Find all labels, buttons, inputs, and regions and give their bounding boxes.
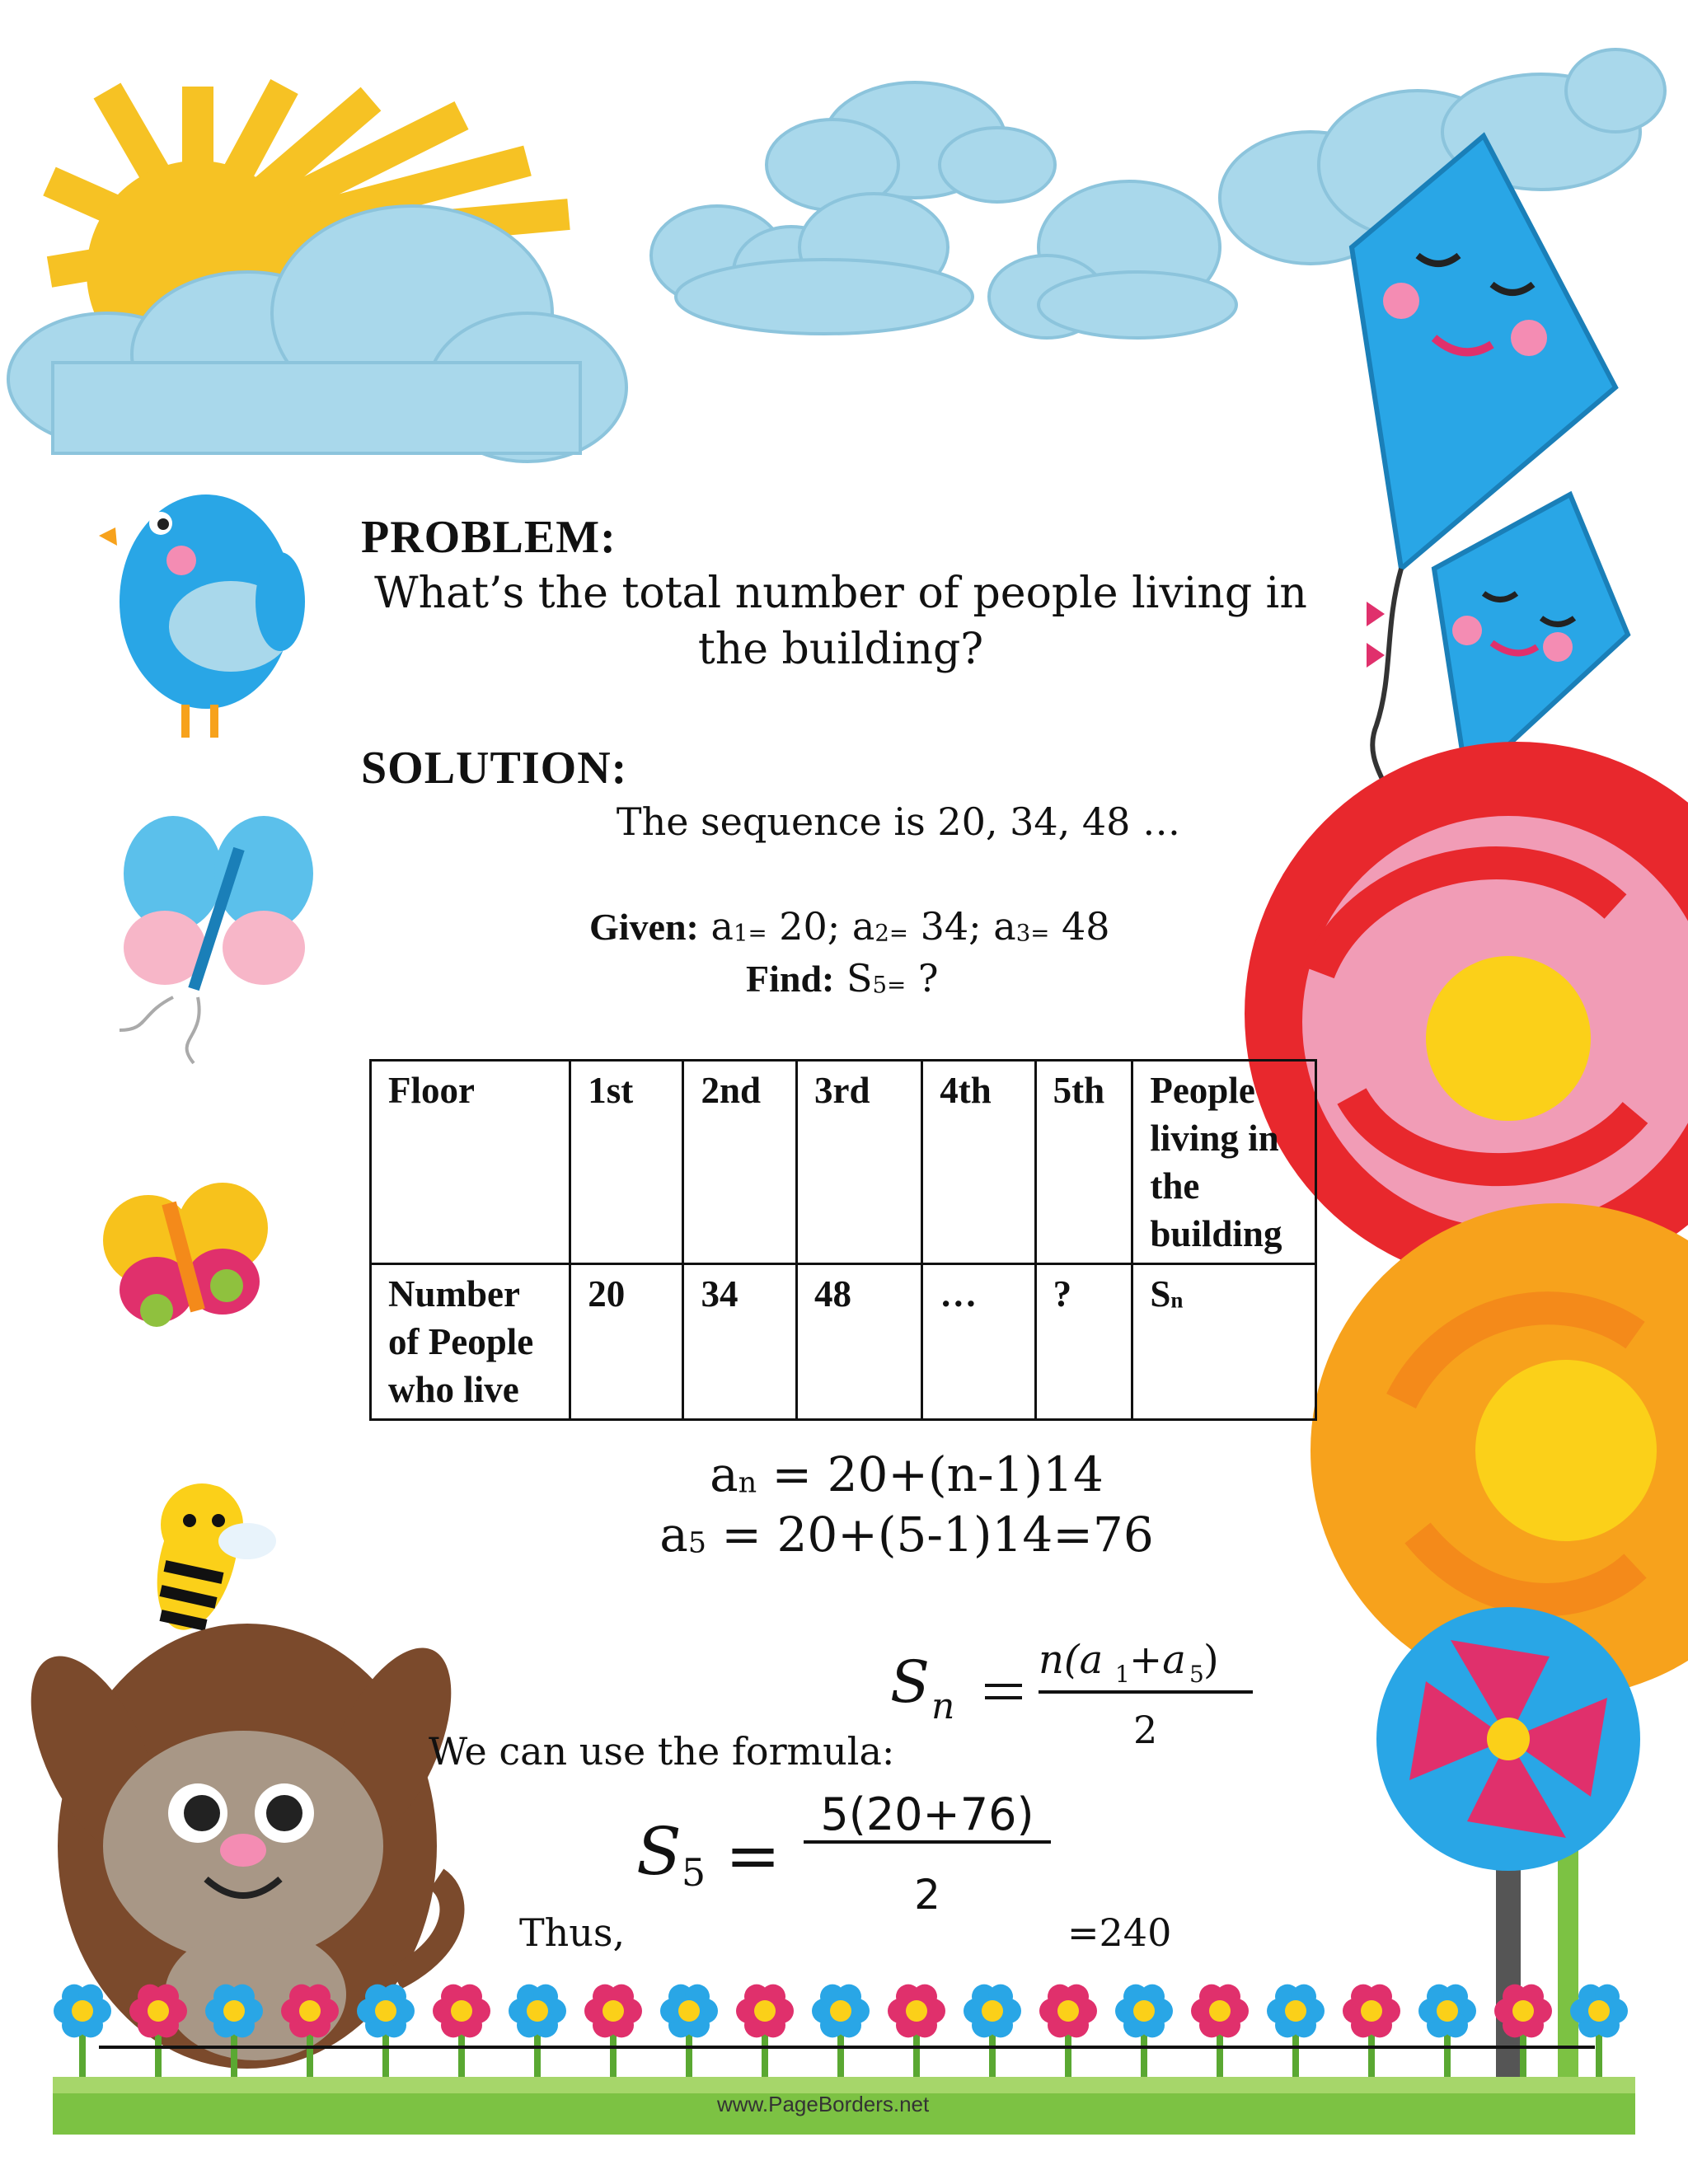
bee-icon — [143, 1476, 276, 1638]
result-value: =240 — [1067, 1910, 1172, 1955]
flower-icon — [1570, 1985, 1628, 2085]
problem-question-line2: the building? — [697, 625, 984, 674]
table-row — [371, 1061, 1316, 1264]
flower-icon — [1191, 1985, 1249, 2085]
svg-text:2: 2 — [1133, 1708, 1158, 1752]
table-cell: People living in the building — [1132, 1061, 1316, 1264]
flower-icon — [812, 1985, 870, 2085]
s5-denominator: 2 — [914, 1871, 940, 1919]
footer-url: www.PageBorders.net — [717, 2092, 930, 2116]
problem-question-line1: What’s the total number of people living in — [374, 569, 1307, 618]
flower-icon — [964, 1985, 1021, 2085]
table-row — [371, 1264, 1316, 1420]
cloud-icon — [651, 194, 973, 334]
sequence-text: The sequence is 20, 34, 48 … — [616, 799, 1181, 844]
equals-sign: = — [725, 1817, 781, 1894]
table-cell: Number of People who live — [371, 1264, 570, 1420]
a5-formula: a5 = 20+(5-1)14=76 — [659, 1507, 1154, 1563]
sn-formula-image — [882, 1636, 1269, 1768]
flower-icon — [584, 1985, 642, 2085]
svg-text:5: 5 — [1189, 1661, 1204, 1688]
flower-icon — [736, 1985, 794, 2085]
find-line: Find: S5= ? — [746, 956, 939, 1001]
an-rhs: 20+(n-1)14 — [827, 1446, 1104, 1502]
table-cell: 3rd — [797, 1061, 922, 1264]
flower-icon — [1115, 1985, 1173, 2085]
flower-icon — [660, 1985, 718, 2085]
find-value: ? — [917, 956, 939, 1001]
given-a1: 20; — [779, 904, 841, 949]
table-cell: 48 — [797, 1264, 922, 1420]
table-cell: 20 — [570, 1264, 683, 1420]
a5-rhs: 20+(5-1)14=76 — [776, 1507, 1154, 1563]
table-cell: 2nd — [683, 1061, 797, 1264]
s5-numerator: 5(20+76) — [804, 1788, 1051, 1844]
table-cell: 34 — [683, 1264, 797, 1420]
table-cell: 1st — [570, 1061, 683, 1264]
an-formula: an = 20+(n-1)14 — [710, 1446, 1104, 1502]
given-label: Given: — [589, 906, 699, 948]
given-a3: 48 — [1062, 904, 1110, 949]
svg-text:1: 1 — [1115, 1661, 1130, 1688]
flower-icon — [1267, 1985, 1325, 2085]
s5-formula — [626, 1788, 1071, 1937]
thus-text: Thus, — [519, 1910, 626, 1955]
use-formula-text: We can use the formula: — [429, 1729, 895, 1774]
flower-icon — [357, 1985, 415, 2085]
flower-icon — [433, 1985, 490, 2085]
problem-heading: PROBLEM: — [361, 512, 617, 563]
svg-text:+a: +a — [1129, 1637, 1186, 1683]
svg-text:n: n — [931, 1685, 955, 1727]
table-cell: … — [922, 1264, 1035, 1420]
butterfly-icon — [103, 1183, 268, 1327]
cloud-icon — [989, 181, 1236, 338]
table-cell: Floor — [371, 1061, 570, 1264]
flower-icon — [509, 1985, 566, 2085]
cloud-icon — [767, 82, 1055, 210]
sequence-table — [369, 1059, 1317, 1421]
flower-icon — [54, 1985, 111, 2085]
flower-icon — [1039, 1985, 1097, 2085]
flower-icon — [888, 1985, 945, 2085]
find-label: Find: — [746, 958, 835, 1000]
flower-icon — [1343, 1985, 1400, 2085]
svg-text:S: S — [890, 1648, 930, 1716]
s5-symbol: S5 — [636, 1813, 706, 1895]
svg-text:): ) — [1203, 1637, 1219, 1683]
sn-symbol: S — [1150, 1273, 1171, 1315]
svg-text:n(a: n(a — [1039, 1637, 1104, 1683]
table-cell: 5th — [1035, 1061, 1132, 1264]
bird-icon — [99, 494, 305, 738]
butterfly-icon — [120, 816, 313, 1063]
given-line: Given: a1= 20; a2= 34; a3= 48 — [589, 904, 1110, 949]
table-cell: 4th — [922, 1061, 1035, 1264]
table-cell: Sn — [1132, 1264, 1316, 1420]
solution-heading: SOLUTION: — [361, 743, 628, 794]
given-a2: 34; — [920, 904, 982, 949]
flower-icon — [1418, 1985, 1476, 2085]
table-cell: ? — [1035, 1264, 1132, 1420]
